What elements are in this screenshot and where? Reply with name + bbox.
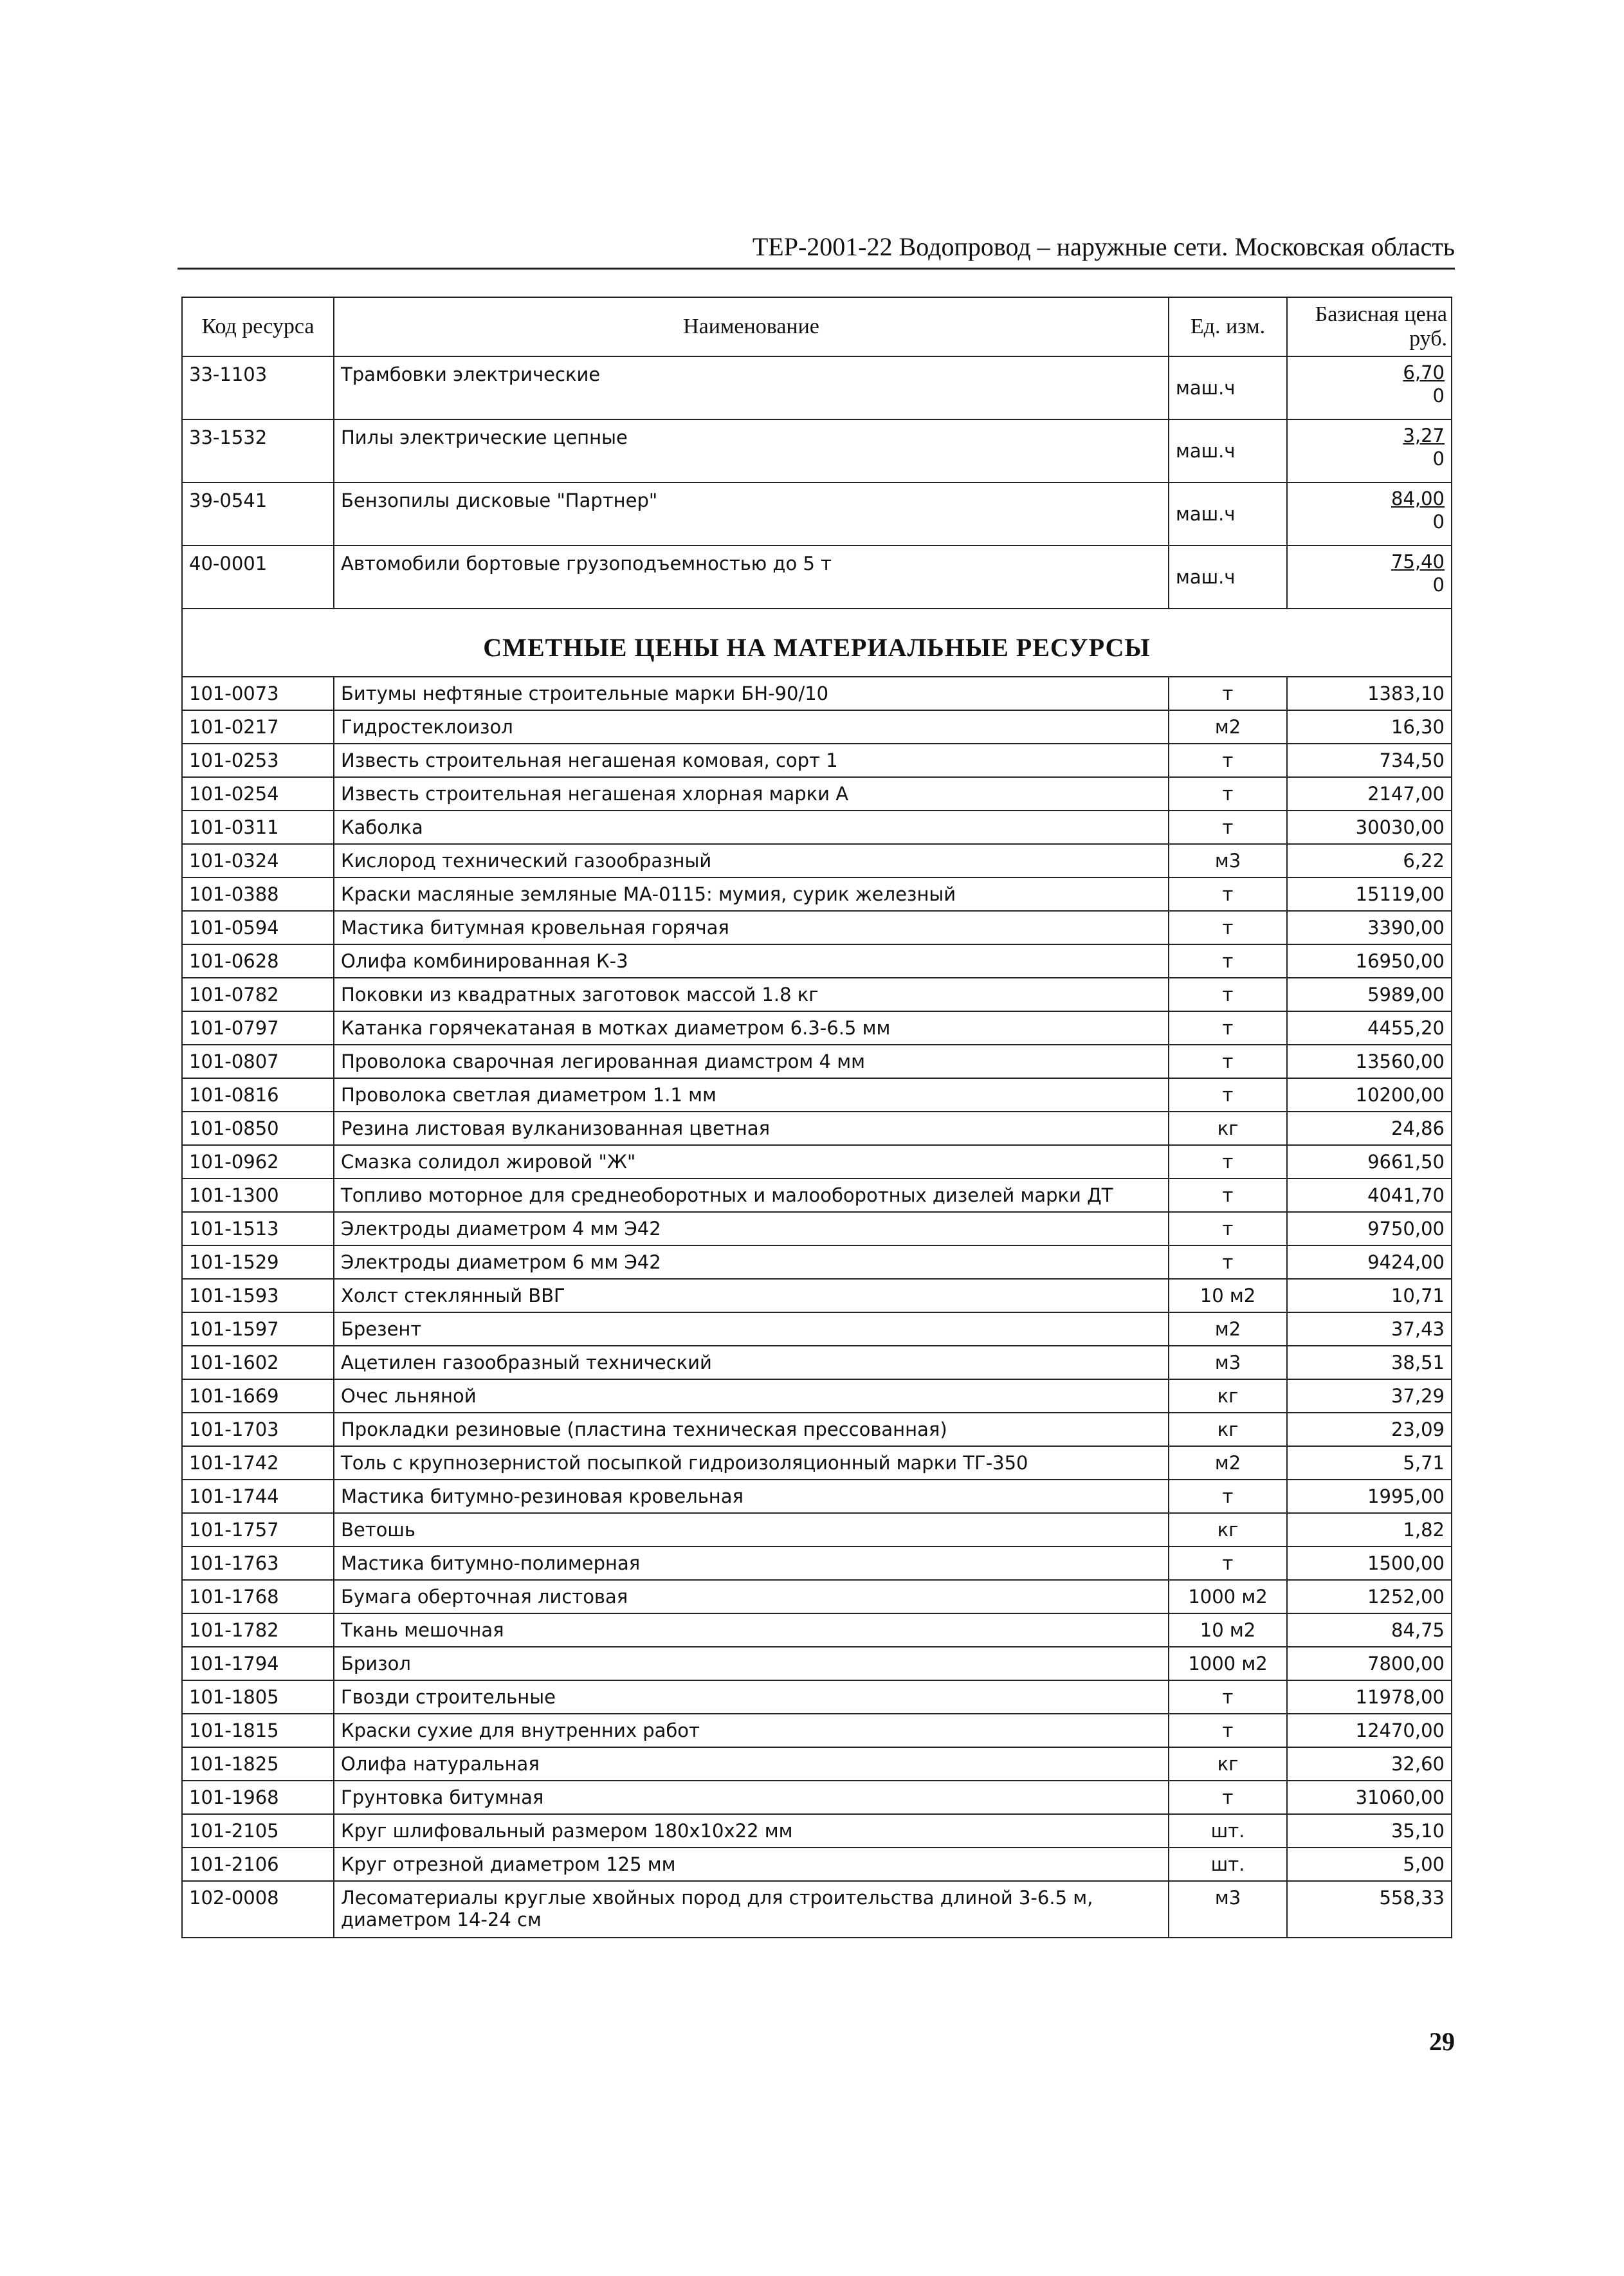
- page-number: 29: [1429, 2027, 1455, 2056]
- resource-unit: т: [1169, 1179, 1287, 1212]
- resource-code: 101-0594: [182, 911, 334, 944]
- resource-name: Пилы электрические цепные: [334, 419, 1169, 482]
- resource-name: Краски масляные земляные МА-0115: мумия, сурик железный: [334, 877, 1169, 911]
- resource-price: 7800,00: [1287, 1647, 1452, 1680]
- resource-unit: 10 м2: [1169, 1613, 1287, 1647]
- table-row: [182, 356, 1452, 419]
- resource-code: 101-0782: [182, 978, 334, 1011]
- resource-code: 101-1805: [182, 1680, 334, 1714]
- resource-price: 4041,70: [1287, 1179, 1452, 1212]
- resource-code: 101-1744: [182, 1480, 334, 1513]
- resource-unit: т: [1169, 777, 1287, 811]
- table-row: [182, 1346, 1452, 1379]
- resource-unit: т: [1169, 1680, 1287, 1714]
- resource-price: 1383,10: [1287, 677, 1452, 710]
- resource-unit: кг: [1169, 1413, 1287, 1446]
- resource-name: Кислород технический газообразный: [334, 844, 1169, 877]
- resource-price: 37,29: [1287, 1379, 1452, 1413]
- resource-price: 1995,00: [1287, 1480, 1452, 1513]
- resource-code: 101-1815: [182, 1714, 334, 1747]
- resource-code: 101-1602: [182, 1346, 334, 1379]
- resource-unit: 10 м2: [1169, 1279, 1287, 1312]
- resource-price: 37,43: [1287, 1312, 1452, 1346]
- resource-code: 101-1782: [182, 1613, 334, 1647]
- resource-code: 101-1968: [182, 1781, 334, 1814]
- table-row: [182, 419, 1452, 482]
- resource-unit: кг: [1169, 1747, 1287, 1781]
- page-header: [178, 226, 1455, 270]
- resource-unit: т: [1169, 877, 1287, 911]
- table-row: [182, 1480, 1452, 1513]
- resource-unit: маш.ч: [1169, 356, 1287, 419]
- resource-price: 5,00: [1287, 1848, 1452, 1881]
- resource-unit: м3: [1169, 1881, 1287, 1938]
- table-row: [182, 677, 1452, 710]
- resource-name: Гвозди строительные: [334, 1680, 1169, 1714]
- document-title: ТЕР-2001-22 Водопровод – наружные сети. Московская область: [752, 232, 1455, 261]
- resource-price: [1287, 482, 1452, 546]
- resource-unit: м3: [1169, 844, 1287, 877]
- section-title: СМЕТНЫЕ ЦЕНЫ НА МАТЕРИАЛЬНЫЕ РЕСУРСЫ: [182, 609, 1452, 677]
- resource-price: 9661,50: [1287, 1145, 1452, 1179]
- table-row: [182, 944, 1452, 978]
- resource-price: 9424,00: [1287, 1245, 1452, 1279]
- resource-price: 9750,00: [1287, 1212, 1452, 1245]
- price-value: 84,00: [1391, 488, 1445, 509]
- table-row: [182, 1848, 1452, 1881]
- resource-code: 39-0541: [182, 482, 334, 546]
- resource-name: Катанка горячекатаная в мотках диаметром 6.3-6.5 мм: [334, 1011, 1169, 1045]
- price-subvalue: 0: [1432, 511, 1445, 533]
- column-header-price: Базисная цена руб.: [1287, 297, 1452, 356]
- resource-unit: т: [1169, 1546, 1287, 1580]
- resource-price-table: [181, 297, 1452, 1938]
- resource-unit: кг: [1169, 1379, 1287, 1413]
- resource-code: 101-0807: [182, 1045, 334, 1078]
- resource-name: Битумы нефтяные строительные марки БН-90/10: [334, 677, 1169, 710]
- table-row: [182, 710, 1452, 744]
- resource-name: Круг отрезной диаметром 125 мм: [334, 1848, 1169, 1881]
- resource-name: Очес льняной: [334, 1379, 1169, 1413]
- resource-code: 102-0008: [182, 1881, 334, 1938]
- resource-code: 101-0962: [182, 1145, 334, 1179]
- resource-code: 101-1768: [182, 1580, 334, 1613]
- resource-code: 101-2106: [182, 1848, 334, 1881]
- resource-code: 101-0324: [182, 844, 334, 877]
- resource-price: 15119,00: [1287, 877, 1452, 911]
- resource-unit: т: [1169, 1781, 1287, 1814]
- table-row: [182, 1379, 1452, 1413]
- resource-name: Мастика битумно-резиновая кровельная: [334, 1480, 1169, 1513]
- resource-name: Олифа комбинированная К-3: [334, 944, 1169, 978]
- table-row: [182, 1680, 1452, 1714]
- resource-unit: т: [1169, 677, 1287, 710]
- resource-unit: т: [1169, 811, 1287, 844]
- resource-code: 101-1763: [182, 1546, 334, 1580]
- table-row: [182, 1814, 1452, 1848]
- table-row: [182, 546, 1452, 609]
- table-row: [182, 1145, 1452, 1179]
- table-header-row: [182, 297, 1452, 356]
- resource-unit: т: [1169, 1011, 1287, 1045]
- table-row: [182, 1781, 1452, 1814]
- table-row: [182, 1580, 1452, 1613]
- resource-code: 101-1794: [182, 1647, 334, 1680]
- section-heading-row: [182, 609, 1452, 677]
- table-row: [182, 844, 1452, 877]
- table-row: [182, 1011, 1452, 1045]
- price-value: 75,40: [1391, 551, 1445, 573]
- resource-code: 101-0797: [182, 1011, 334, 1045]
- resource-code: 101-1703: [182, 1413, 334, 1446]
- table-row: [182, 1546, 1452, 1580]
- table-row: [182, 1413, 1452, 1446]
- table-row: [182, 1078, 1452, 1112]
- resource-unit: шт.: [1169, 1814, 1287, 1848]
- price-value: 6,70: [1403, 362, 1445, 383]
- resource-name: Автомобили бортовые грузоподъемностью до 5 т: [334, 546, 1169, 609]
- resource-code: 101-1529: [182, 1245, 334, 1279]
- resource-unit: т: [1169, 1714, 1287, 1747]
- resource-unit: т: [1169, 1245, 1287, 1279]
- resource-price: [1287, 546, 1452, 609]
- table-row: [182, 1279, 1452, 1312]
- resource-name: Ткань мешочная: [334, 1613, 1169, 1647]
- column-header-code: Код ресурса: [182, 297, 334, 356]
- resource-code: 101-2105: [182, 1814, 334, 1848]
- table-body: [182, 356, 1452, 1938]
- resource-name: Прокладки резиновые (пластина техническая прессованная): [334, 1413, 1169, 1446]
- resource-price: 5989,00: [1287, 978, 1452, 1011]
- column-header-name: Наименование: [334, 297, 1169, 356]
- resource-price: 10,71: [1287, 1279, 1452, 1312]
- resource-name: Поковки из квадратных заготовок массой 1.8 кг: [334, 978, 1169, 1011]
- table-row: [182, 911, 1452, 944]
- resource-name: Электроды диаметром 4 мм Э42: [334, 1212, 1169, 1245]
- resource-price: 1,82: [1287, 1513, 1452, 1546]
- resource-price: 4455,20: [1287, 1011, 1452, 1045]
- resource-unit: маш.ч: [1169, 419, 1287, 482]
- resource-price: 24,86: [1287, 1112, 1452, 1145]
- resource-code: 101-1669: [182, 1379, 334, 1413]
- resource-code: 33-1103: [182, 356, 334, 419]
- resource-code: 101-0073: [182, 677, 334, 710]
- resource-name: Ветошь: [334, 1513, 1169, 1546]
- resource-price: 16,30: [1287, 710, 1452, 744]
- resource-code: 101-0311: [182, 811, 334, 844]
- resource-price: [1287, 419, 1452, 482]
- resource-price: 734,50: [1287, 744, 1452, 777]
- resource-unit: т: [1169, 1212, 1287, 1245]
- resource-price: 35,10: [1287, 1814, 1452, 1848]
- resource-unit: м2: [1169, 1446, 1287, 1480]
- table-row: [182, 1212, 1452, 1245]
- price-subvalue: 0: [1432, 448, 1445, 470]
- resource-unit: м2: [1169, 1312, 1287, 1346]
- table-row: [182, 482, 1452, 546]
- resource-unit: т: [1169, 1045, 1287, 1078]
- resource-name: Мастика битумно-полимерная: [334, 1546, 1169, 1580]
- table-row: [182, 1881, 1452, 1938]
- resource-code: 101-0388: [182, 877, 334, 911]
- resource-name: Толь с крупнозернистой посыпкой гидроизоляционный марки ТГ-350: [334, 1446, 1169, 1480]
- resource-unit: шт.: [1169, 1848, 1287, 1881]
- resource-name: Трамбовки электрические: [334, 356, 1169, 419]
- resource-name: Круг шлифовальный размером 180x10x22 мм: [334, 1814, 1169, 1848]
- resource-name: Проволока светлая диаметром 1.1 мм: [334, 1078, 1169, 1112]
- resource-price: 13560,00: [1287, 1045, 1452, 1078]
- resource-unit: 1000 м2: [1169, 1580, 1287, 1613]
- resource-name: Проволока сварочная легированная диамстром 4 мм: [334, 1045, 1169, 1078]
- table-row: [182, 1312, 1452, 1346]
- table-row: [182, 1446, 1452, 1480]
- resource-name: Гидростеклоизол: [334, 710, 1169, 744]
- resource-price: 6,22: [1287, 844, 1452, 877]
- price-value: 3,27: [1403, 425, 1445, 446]
- resource-price: 84,75: [1287, 1613, 1452, 1647]
- table-row: [182, 1045, 1452, 1078]
- table-row: [182, 1714, 1452, 1747]
- resource-code: 101-0628: [182, 944, 334, 978]
- resource-name: Краски сухие для внутренних работ: [334, 1714, 1169, 1747]
- resource-code: 101-0254: [182, 777, 334, 811]
- resource-name: Электроды диаметром 6 мм Э42: [334, 1245, 1169, 1279]
- resource-code: 101-1742: [182, 1446, 334, 1480]
- resource-name: Топливо моторное для среднеоборотных и малооборотных дизелей марки ДТ: [334, 1179, 1169, 1212]
- resource-price: 1500,00: [1287, 1546, 1452, 1580]
- resource-unit: м2: [1169, 710, 1287, 744]
- resource-price: 32,60: [1287, 1747, 1452, 1781]
- table-row: [182, 1513, 1452, 1546]
- resource-code: 101-1757: [182, 1513, 334, 1546]
- resource-unit: т: [1169, 944, 1287, 978]
- resource-price: 38,51: [1287, 1346, 1452, 1379]
- table-row: [182, 811, 1452, 844]
- resource-code: 101-1593: [182, 1279, 334, 1312]
- resource-unit: т: [1169, 978, 1287, 1011]
- resource-name: Холст стеклянный ВВГ: [334, 1279, 1169, 1312]
- resource-price: [1287, 356, 1452, 419]
- resource-price: 12470,00: [1287, 1714, 1452, 1747]
- resource-unit: кг: [1169, 1513, 1287, 1546]
- resource-code: 33-1532: [182, 419, 334, 482]
- resource-price: 5,71: [1287, 1446, 1452, 1480]
- resource-unit: т: [1169, 911, 1287, 944]
- resource-name: Каболка: [334, 811, 1169, 844]
- resource-name: Ацетилен газообразный технический: [334, 1346, 1169, 1379]
- table-row: [182, 1613, 1452, 1647]
- table-row: [182, 1179, 1452, 1212]
- resource-name: Смазка солидол жировой "Ж": [334, 1145, 1169, 1179]
- resource-price: 3390,00: [1287, 911, 1452, 944]
- resource-name: Лесоматериалы круглые хвойных пород для строительства длиной 3-6.5 м, диаметром 14-24 см: [334, 1881, 1169, 1938]
- resource-name: Бризол: [334, 1647, 1169, 1680]
- resource-name: Известь строительная негашеная хлорная марки А: [334, 777, 1169, 811]
- resource-name: Резина листовая вулканизованная цветная: [334, 1112, 1169, 1145]
- resource-unit: 1000 м2: [1169, 1647, 1287, 1680]
- resource-price: 16950,00: [1287, 944, 1452, 978]
- resource-name: Олифа натуральная: [334, 1747, 1169, 1781]
- resource-name: Известь строительная негашеная комовая, сорт 1: [334, 744, 1169, 777]
- resource-unit: т: [1169, 1480, 1287, 1513]
- resource-code: 101-1300: [182, 1179, 334, 1212]
- resource-price: 2147,00: [1287, 777, 1452, 811]
- resource-unit: маш.ч: [1169, 482, 1287, 546]
- resource-price: 23,09: [1287, 1413, 1452, 1446]
- resource-price: 30030,00: [1287, 811, 1452, 844]
- resource-unit: маш.ч: [1169, 546, 1287, 609]
- resource-code: 101-0217: [182, 710, 334, 744]
- resource-name: Мастика битумная кровельная горячая: [334, 911, 1169, 944]
- resource-unit: кг: [1169, 1112, 1287, 1145]
- table-row: [182, 1747, 1452, 1781]
- resource-code: 40-0001: [182, 546, 334, 609]
- table-row: [182, 1647, 1452, 1680]
- table-row: [182, 978, 1452, 1011]
- resource-price: 558,33: [1287, 1881, 1452, 1938]
- resource-code: 101-0816: [182, 1078, 334, 1112]
- resource-code: 101-1825: [182, 1747, 334, 1781]
- price-subvalue: 0: [1432, 574, 1445, 596]
- resource-code: 101-1513: [182, 1212, 334, 1245]
- resource-name: Брезент: [334, 1312, 1169, 1346]
- resource-code: 101-0850: [182, 1112, 334, 1145]
- resource-unit: т: [1169, 744, 1287, 777]
- resource-price: 11978,00: [1287, 1680, 1452, 1714]
- resource-unit: т: [1169, 1145, 1287, 1179]
- price-subvalue: 0: [1432, 385, 1445, 407]
- resource-unit: м3: [1169, 1346, 1287, 1379]
- resource-price: 1252,00: [1287, 1580, 1452, 1613]
- table-row: [182, 777, 1452, 811]
- resource-name: Бензопилы дисковые "Партнер": [334, 482, 1169, 546]
- resource-name: Бумага оберточная листовая: [334, 1580, 1169, 1613]
- resource-price: 31060,00: [1287, 1781, 1452, 1814]
- resource-name: Грунтовка битумная: [334, 1781, 1169, 1814]
- table-row: [182, 1245, 1452, 1279]
- table-row: [182, 744, 1452, 777]
- resource-unit: т: [1169, 1078, 1287, 1112]
- table-row: [182, 877, 1452, 911]
- resource-code: 101-1597: [182, 1312, 334, 1346]
- resource-code: 101-0253: [182, 744, 334, 777]
- column-header-unit: Ед. изм.: [1169, 297, 1287, 356]
- table-row: [182, 1112, 1452, 1145]
- resource-price: 10200,00: [1287, 1078, 1452, 1112]
